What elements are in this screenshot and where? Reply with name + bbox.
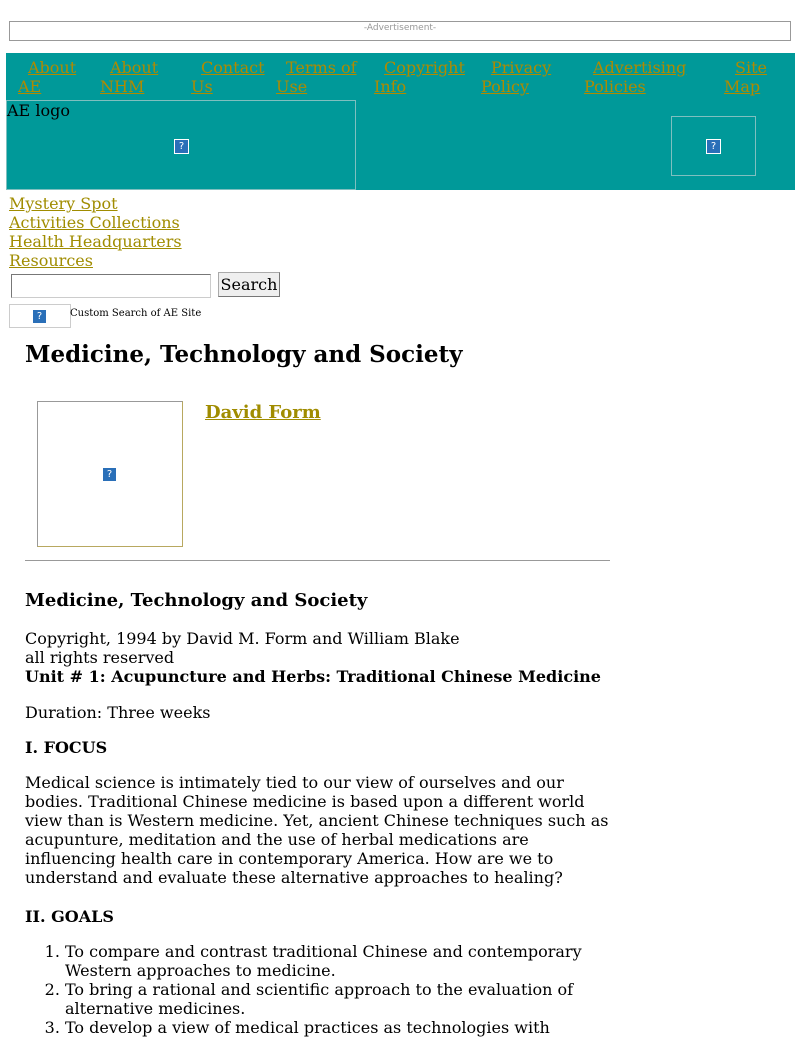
main-content (25, 340, 615, 1037)
unit-heading: Unit # 1: Acupuncture and Herbs: Traditional Chinese Medicine (25, 667, 601, 686)
duration-text: Duration: Three weeks (25, 703, 211, 722)
logo-alt-text: AE logo (7, 101, 70, 120)
header-image[interactable] (671, 116, 756, 176)
rights-line: all rights reserved (25, 648, 175, 667)
nav-terms-of-use-2[interactable]: Use (276, 77, 308, 96)
author-link[interactable]: David Form (205, 402, 321, 423)
advertisement-banner[interactable] (9, 21, 791, 41)
goals-heading: II. GOALS (25, 907, 114, 926)
nav-about-nhm[interactable]: About (110, 58, 159, 77)
author-photo (37, 401, 183, 547)
nav-advertising-policies[interactable]: Advertising (593, 58, 687, 77)
nav-copyright-info[interactable]: Copyright (384, 58, 465, 77)
link-resources[interactable]: Resources (9, 251, 93, 270)
nav-about-ae[interactable]: About (28, 58, 77, 77)
goal-item: 2. To bring a rational and scientific approach to the evaluation of alternative medicines. (65, 980, 615, 1018)
custom-search-label: Custom Search of AE Site (70, 308, 202, 319)
nav-about-ae-2[interactable]: AE (18, 77, 42, 96)
nav-site-map[interactable]: Site (735, 58, 767, 77)
ae-logo[interactable] (6, 100, 356, 190)
broken-image-icon: ? (706, 139, 721, 154)
nav-site-map-2[interactable]: Map (724, 77, 761, 96)
top-nav-bar (6, 53, 795, 190)
focus-text: Medical science is intimately tied to our view of ourselves and our bodies. Traditional Chinese medicine is based upon a different world view than is Western medicine. Yet, ancient Chinese techniques such as acupunture, meditation and the use of herbal medications are influencing health care in contemporary America. How are we to understand and evaluate these alternative approaches to healing? (25, 773, 609, 887)
focus-heading: I. FOCUS (25, 738, 108, 757)
nav-privacy-policy[interactable]: Privacy (491, 58, 552, 77)
divider (25, 560, 610, 561)
broken-image-icon: ? (174, 139, 189, 154)
nav-advertising-policies-2[interactable]: Policies (584, 77, 646, 96)
link-health-headquarters[interactable]: Health Headquarters (9, 232, 182, 251)
nav-contact-us-2[interactable]: Us (191, 77, 213, 96)
side-links (9, 194, 182, 270)
broken-image-icon: ? (102, 467, 117, 482)
link-mystery-spot[interactable]: Mystery Spot (9, 194, 118, 213)
nav-terms-of-use[interactable]: Terms of (286, 58, 357, 77)
nav-contact-us[interactable]: Contact (201, 58, 265, 77)
advertisement-label: -Advertisement- (363, 23, 437, 33)
broken-image-icon: ? (32, 309, 47, 324)
search-input[interactable] (11, 274, 211, 298)
copyright-line: Copyright, 1994 by David M. Form and William Blake (25, 629, 460, 648)
nav-privacy-policy-2[interactable]: Policy (481, 77, 529, 96)
goals-list (25, 942, 615, 1037)
link-activities-collections[interactable]: Activities Collections (9, 213, 180, 232)
search-button[interactable]: Search (218, 272, 280, 297)
nav-copyright-info-2[interactable]: Info (374, 77, 407, 96)
section-title: Medicine, Technology and Society (25, 590, 368, 611)
page-title: Medicine, Technology and Society (25, 341, 463, 368)
custom-search-logo (9, 304, 71, 328)
nav-about-nhm-2[interactable]: NHM (100, 77, 145, 96)
goal-item: 1. To compare and contrast traditional Chinese and contemporary Western approaches to medicine. (65, 942, 615, 980)
goal-item: 3. To develop a view of medical practices as technologies with (65, 1018, 615, 1037)
